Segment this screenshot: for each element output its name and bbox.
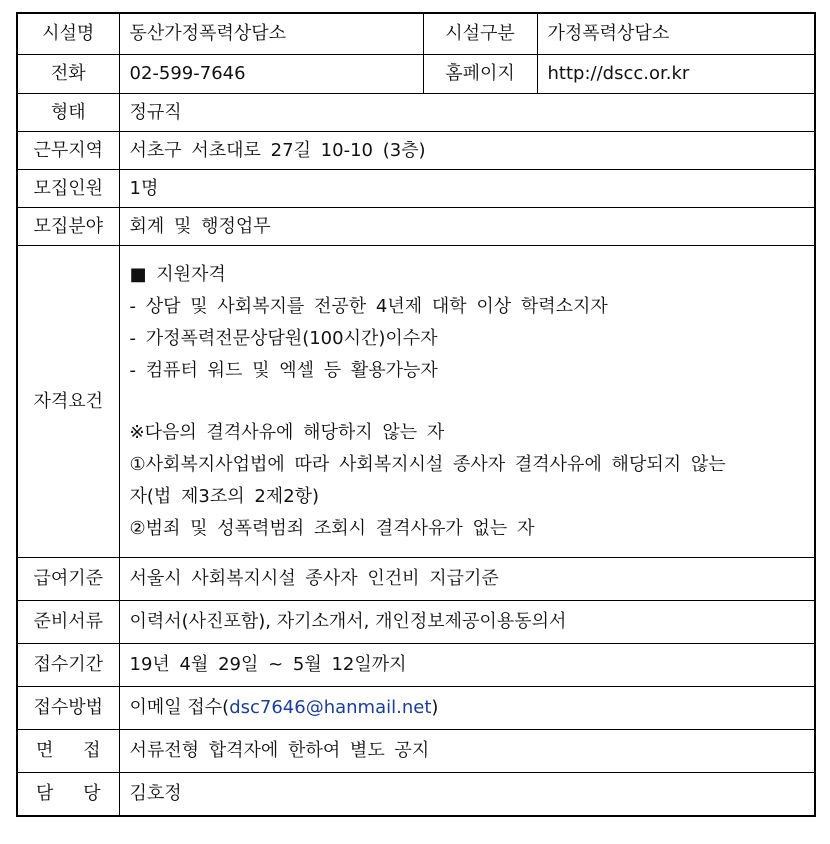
row-facility [17,13,815,55]
interview-label-a: 면 [36,740,54,761]
contact-label [17,773,119,817]
row-interview [17,730,815,773]
row-qualification [17,246,815,558]
job-posting-table [16,12,816,817]
interview-label-b: 접 [83,740,101,761]
period-label: 접수기간 [17,644,119,687]
row-headcount [17,170,815,208]
period-value: 19년 4월 29일 ~ 5월 12일까지 [119,644,815,687]
facility-type-value: 가정폭력상담소 [537,13,815,55]
qualification-item: - 컴퓨터 워드 및 엑셀 등 활용가능자 [129,359,438,381]
location-value: 서초구 서초대로 27길 10-10 (3층) [119,132,815,170]
disqualification-item: ②범죄 및 성폭력범죄 조회시 결격사유가 없는 자 [129,517,535,539]
documents-value: 이력서(사진포함), 자기소개서, 개인정보제공이용동의서 [119,601,815,644]
employment-label: 형태 [17,94,119,132]
method-value [119,687,815,730]
row-contact [17,773,815,817]
row-employment [17,94,815,132]
row-location [17,132,815,170]
facility-name-label: 시설명 [17,13,119,55]
method-prefix: 이메일 접수( [129,697,230,718]
field-value: 회계 및 행정업무 [119,208,815,246]
method-label: 접수방법 [17,687,119,730]
interview-value: 서류전형 합격자에 한하여 별도 공지 [119,730,815,773]
headcount-label: 모집인원 [17,170,119,208]
contact-label-b: 당 [83,783,101,804]
qualification-item: - 상담 및 사회복지를 전공한 4년제 대학 이상 학력소지자 [129,295,608,317]
disqualification-item: ①사회복지사업법에 따라 사회복지시설 종사자 결격사유에 해당되지 않는 [129,453,726,475]
employment-value: 정규직 [119,94,815,132]
salary-value: 서울시 사회복지시설 종사자 인건비 지급기준 [119,558,815,601]
field-label: 모집분야 [17,208,119,246]
contact-value: 김호정 [119,773,815,817]
phone-value: 02-599-7646 [119,55,423,94]
spacer [130,387,805,417]
qualification-content [119,246,815,558]
disqualification-heading: ※다음의 결격사유에 해당하지 않는 자 [129,421,445,443]
row-method [17,687,815,730]
documents-label: 준비서류 [17,601,119,644]
qualification-item: - 가정폭력전문상담원(100시간)이수자 [129,327,438,349]
phone-label: 전화 [17,55,119,94]
facility-type-label: 시설구분 [423,13,537,55]
qualification-heading: ■ 지원자격 [129,263,226,285]
disqualification-item-cont: 자(법 제3조의 2제2항) [129,485,320,507]
location-label: 근무지역 [17,132,119,170]
row-field [17,208,815,246]
qualification-label: 자격요건 [17,246,119,558]
salary-label: 급여기준 [17,558,119,601]
row-period [17,644,815,687]
headcount-value: 1명 [119,170,815,208]
interview-label [17,730,119,773]
homepage-link[interactable]: http://dscc.or.kr [537,55,815,94]
row-contact-info [17,55,815,94]
homepage-label: 홈페이지 [423,55,537,94]
row-documents [17,601,815,644]
row-salary [17,558,815,601]
email-link[interactable]: dsc7646@hanmail.net [229,697,432,718]
facility-name-value: 동산가정폭력상담소 [119,13,423,55]
method-suffix: ) [431,697,439,718]
contact-label-a: 담 [36,783,54,804]
